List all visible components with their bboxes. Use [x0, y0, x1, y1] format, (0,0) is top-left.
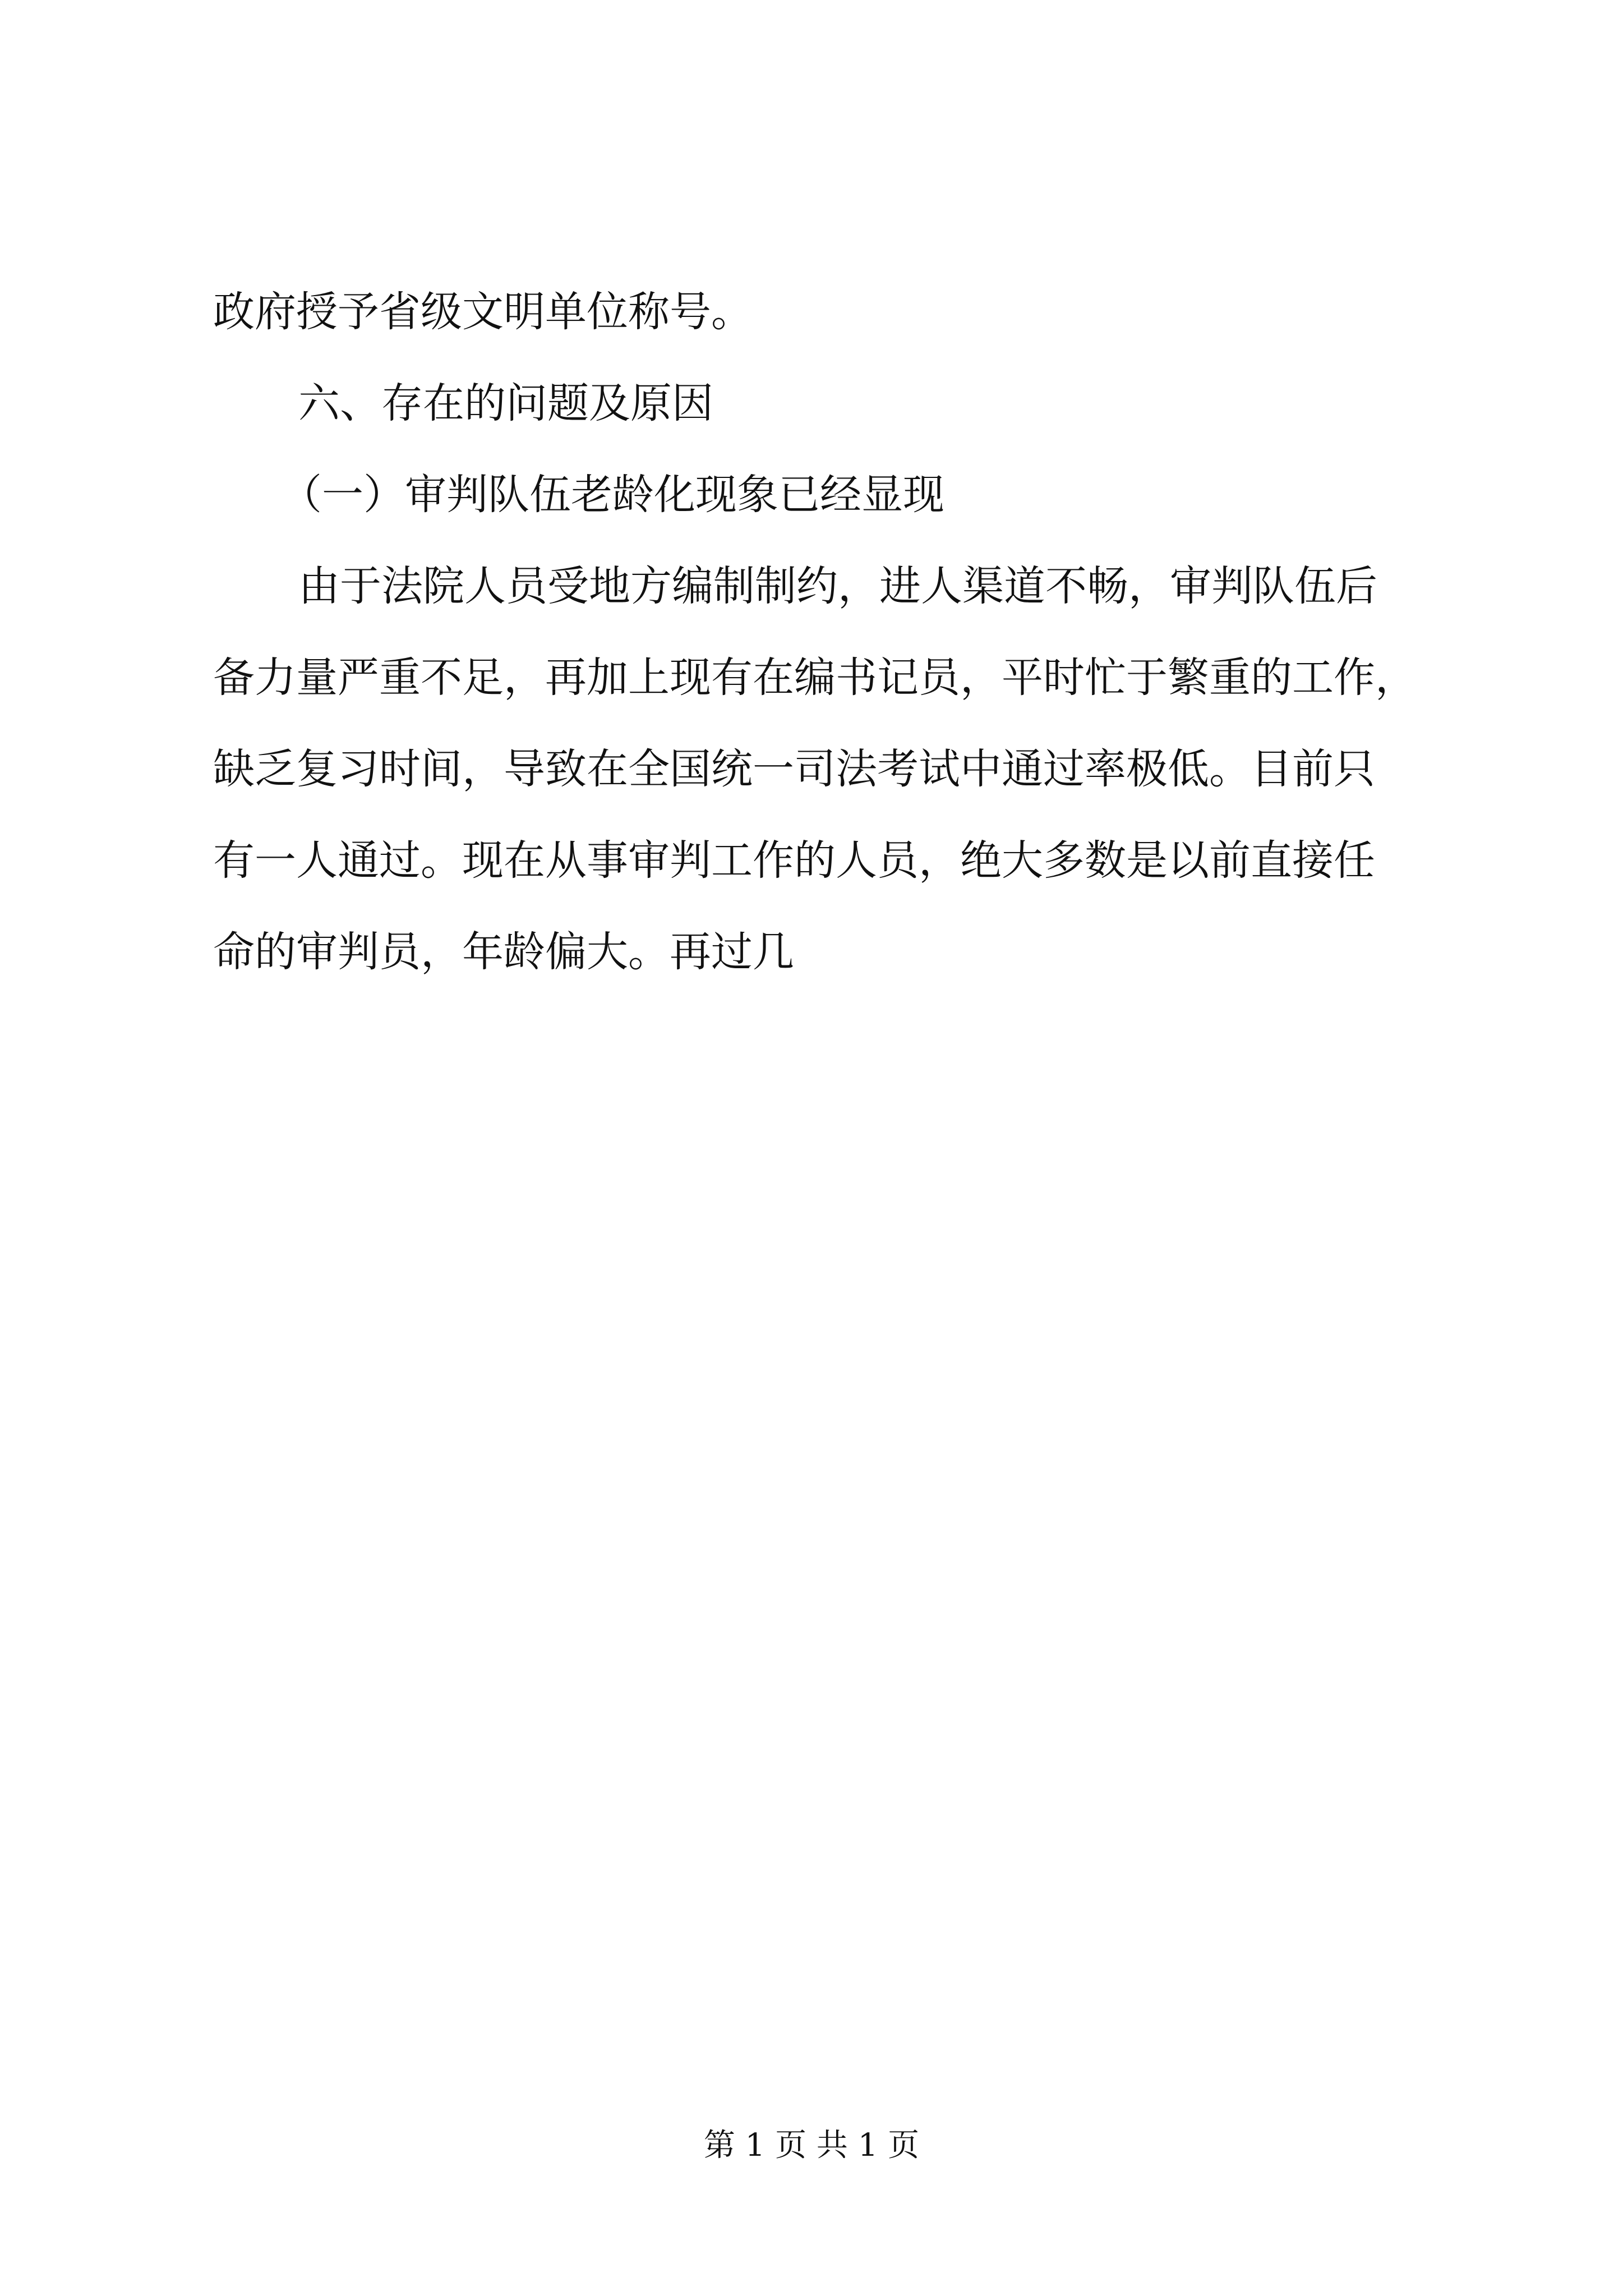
paragraph-line: 备力量严重不足，再加上现有在编书记员，平时忙于繁重的工作， — [213, 654, 1417, 702]
paragraph-line: 缺乏复习时间，导致在全国统一司法考试中通过率极低。目前只 — [213, 745, 1375, 793]
section-heading: 六、存在的问题及原因 — [298, 379, 713, 427]
document-body — [213, 266, 1436, 998]
paragraph-line: 有一人通过。现在从事审判工作的人员，绝大多数是以前直接任 — [213, 836, 1375, 885]
paragraph-line: 命的审判员，年龄偏大。再过几 — [213, 928, 794, 976]
subsection-heading: （一）审判队伍老龄化现象已经显现 — [280, 471, 944, 519]
paragraph-continuation-line: 政府授予省级文明单位称号。 — [213, 288, 753, 336]
paragraph-line: 由于法院人员受地方编制制约，进人渠道不畅，审判队伍后 — [298, 562, 1377, 610]
page-footer — [0, 2123, 1623, 2168]
page-indicator: 第 1 页 共 1 页 — [703, 2127, 920, 2164]
